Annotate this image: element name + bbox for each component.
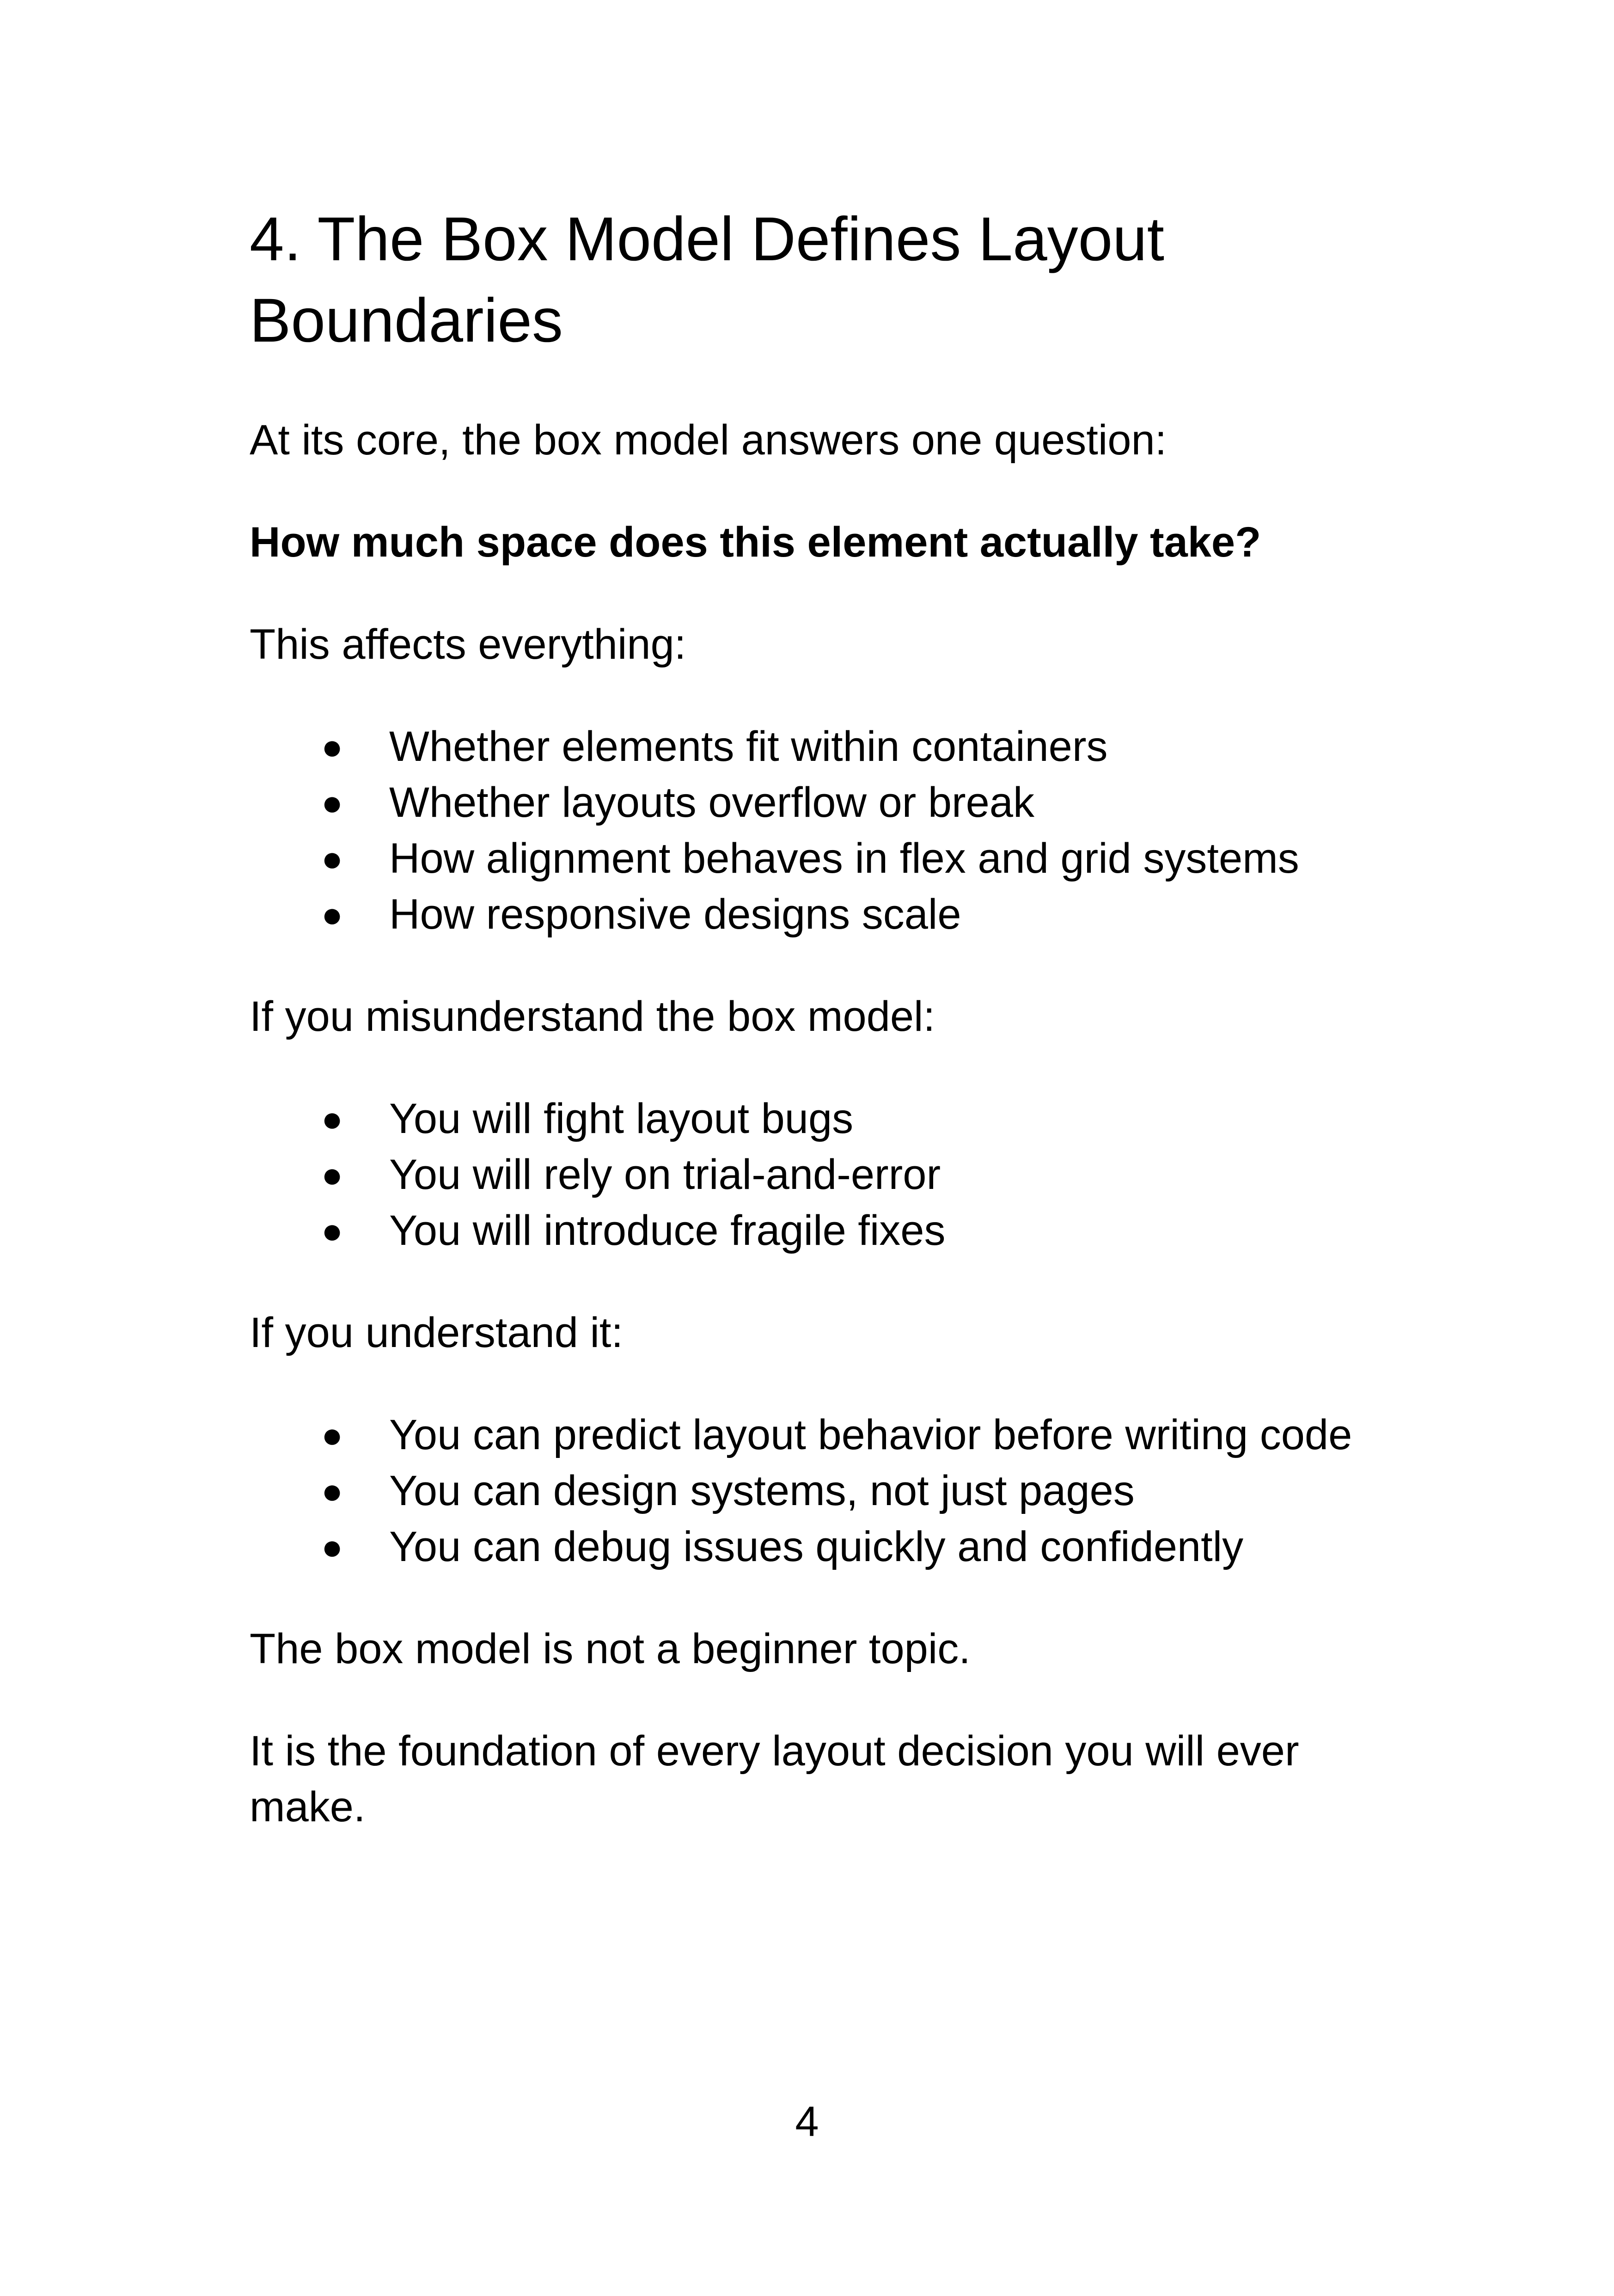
understand-list xyxy=(250,1407,1405,1575)
bullet-icon: ● xyxy=(321,726,343,767)
list-item-text: You can predict layout behavior before writing code xyxy=(389,1411,1352,1458)
bullet-icon: ● xyxy=(321,1210,343,1251)
list-item-text: How alignment behaves in flex and grid systems xyxy=(389,835,1299,882)
list-item xyxy=(250,887,1405,943)
list-item xyxy=(250,1519,1405,1575)
list-item xyxy=(250,719,1405,775)
list-item xyxy=(250,1091,1405,1147)
list-item xyxy=(250,831,1405,887)
list-item-text: You will rely on trial-and-error xyxy=(389,1151,941,1198)
bullet-icon: ● xyxy=(321,1154,343,1195)
list-item-text: You can debug issues quickly and confidently xyxy=(389,1523,1244,1570)
list-item xyxy=(250,1407,1405,1463)
bullet-icon: ● xyxy=(321,1470,343,1511)
bullet-icon: ● xyxy=(321,1098,343,1139)
misunderstand-intro: If you misunderstand the box model: xyxy=(250,993,935,1040)
list-item xyxy=(250,1147,1405,1203)
conclusion-paragraph: It is the foundation of every layout decision you will ever make. xyxy=(250,1727,1299,1831)
bullet-icon: ● xyxy=(321,782,343,823)
page-content xyxy=(250,199,1405,1881)
affects-list xyxy=(250,719,1405,943)
list-item-text: Whether elements fit within containers xyxy=(389,723,1108,770)
list-item xyxy=(250,1463,1405,1519)
section-heading: 4. The Box Model Defines Layout Boundaries xyxy=(250,205,1164,355)
list-item xyxy=(250,775,1405,831)
list-item-text: You will fight layout bugs xyxy=(389,1095,854,1142)
key-question: How much space does this element actually take? xyxy=(250,519,1261,566)
bullet-icon: ● xyxy=(321,1414,343,1455)
page-number: 4 xyxy=(795,2098,819,2145)
list-item-text: How responsive designs scale xyxy=(389,891,961,938)
list-item-text: Whether layouts overflow or break xyxy=(389,779,1034,826)
bullet-icon: ● xyxy=(321,894,343,935)
bullet-icon: ● xyxy=(321,1526,343,1567)
statement-paragraph: The box model is not a beginner topic. xyxy=(250,1625,971,1672)
affects-intro: This affects everything: xyxy=(250,621,686,668)
misunderstand-list xyxy=(250,1091,1405,1259)
list-item-text: You will introduce fragile fixes xyxy=(389,1207,946,1254)
list-item-text: You can design systems, not just pages xyxy=(389,1467,1135,1514)
intro-paragraph: At its core, the box model answers one question: xyxy=(250,416,1167,464)
list-item xyxy=(250,1203,1405,1259)
understand-intro: If you understand it: xyxy=(250,1309,624,1356)
bullet-icon: ● xyxy=(321,838,343,879)
